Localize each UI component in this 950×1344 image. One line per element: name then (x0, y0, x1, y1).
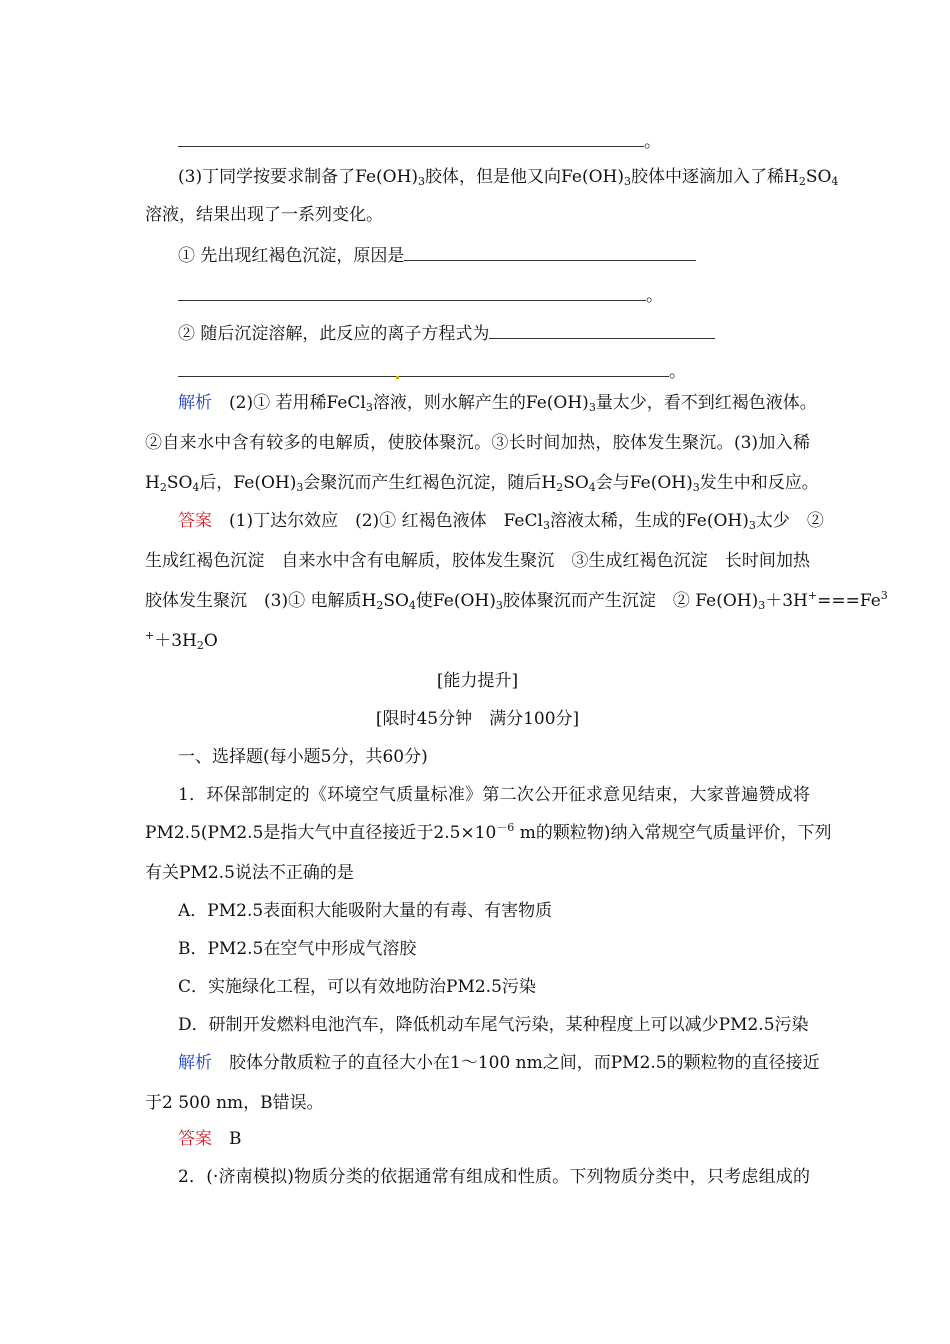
question-1-line2: PM2.5(PM2.5是指大气中直径接近于$2.5\times 10^{-6}$ m的颗粒物)纳入常规空气质量评价，下列 (145, 821, 832, 843)
question-3-intro: (3)丁同学按要求制备了$Fe(OH)_3$胶体，但是他又向$Fe(OH)_3$胶体中逐滴加入了稀$H_2SO_4$ (178, 167, 839, 188)
analysis-2-line1: 解析 胶体分散质粒子的直径大小在1～100 nm之间，而PM2.5的颗粒物的直径接近 (178, 1053, 820, 1073)
answer-label: 答案 (178, 511, 212, 531)
answer-1-line2: 生成红褐色沉淀 自来水中含有电解质，胶体发生聚沉 ③生成红褐色沉淀 长时间加热 (145, 551, 810, 571)
blank (178, 130, 644, 147)
option-d: D．研制开发燃料电池汽车，降低机动车尾气污染，某种程度上可以减少PM2.5污染 (178, 1015, 809, 1035)
blank (489, 322, 715, 339)
answer-blank-line: 。 (178, 284, 810, 307)
answer-2: 答案 B (178, 1129, 242, 1149)
analysis-label: 解析 (178, 393, 212, 413)
section-subtitle: [限时45分钟 满分100分] (375, 709, 580, 729)
option-c: C．实施绿化工程，可以有效地防治PM2.5污染 (178, 977, 536, 997)
section-title: [能力提升] (436, 671, 519, 691)
part-heading: 一、选择题(每小题5分，共60分) (178, 747, 428, 767)
question-1-line3: 有关PM2.5说法不正确的是 (145, 863, 354, 883)
blank (399, 360, 669, 377)
question-3-intro-cont: 溶液，结果出现了一系列变化。 (145, 205, 383, 225)
question-1-line1: 1．环保部制定的《环境空气质量标准》第二次公开征求意见结束，大家普遍赞成将 (178, 785, 810, 805)
option-a: A．PM2.5表面积大能吸附大量的有毒、有害物质 (178, 901, 553, 921)
answer-label: 答案 (178, 1129, 212, 1149)
analysis-1-line2: ②自来水中含有较多的电解质，使胶体聚沉。③长时间加热，胶体发生聚沉。(3)加入稀 (145, 433, 810, 453)
option-b: B．PM2.5在空气中形成气溶胶 (178, 939, 417, 959)
answer-blank-line: 。 (178, 360, 810, 383)
analysis-1-line3: $H_2SO_4$后，$Fe(OH)_3$会聚沉而产生红褐色沉淀，随后$H_2SO_4$会与$Fe(OH)_3$发生中和反应。 (145, 473, 819, 494)
question-3-1: ① 先出现红褐色沉淀，原因是 (178, 244, 810, 267)
answer-1-line3: 胶体发生聚沉 (3)① 电解质$H_2SO_4$使$Fe(OH)_3$胶体聚沉而产生沉淀 ② $Fe(OH)_3+3H^+===Fe^3$ (145, 589, 888, 612)
answer-blank-line: 。 (178, 130, 810, 153)
answer-1-line4: $^++3H_2O$ (145, 629, 218, 652)
analysis-label: 解析 (178, 1053, 212, 1073)
blank (178, 284, 646, 301)
question-3-2: ② 随后沉淀溶解，此反应的离子方程式为 (178, 322, 810, 345)
answer-1-line1: 答案 (1)丁达尔效应 (2)① 红褐色液体 FeCl$_3$溶液太稀，生成的$Fe(OH)_3$太少 ② (178, 511, 824, 532)
analysis-1-line1: 解析 (2)① 若用稀FeCl$_3$溶液，则水解产生的$Fe(OH)_3$量太少，看不到红褐色液体。 (178, 393, 817, 414)
analysis-2-line2: 于2 500 nm，B错误。 (145, 1093, 324, 1113)
blank (178, 360, 396, 377)
question-2-line1: 2．(·济南模拟)物质分类的依据通常有组成和性质。下列物质分类中，只考虑组成的 (178, 1167, 810, 1187)
blank (404, 244, 696, 261)
